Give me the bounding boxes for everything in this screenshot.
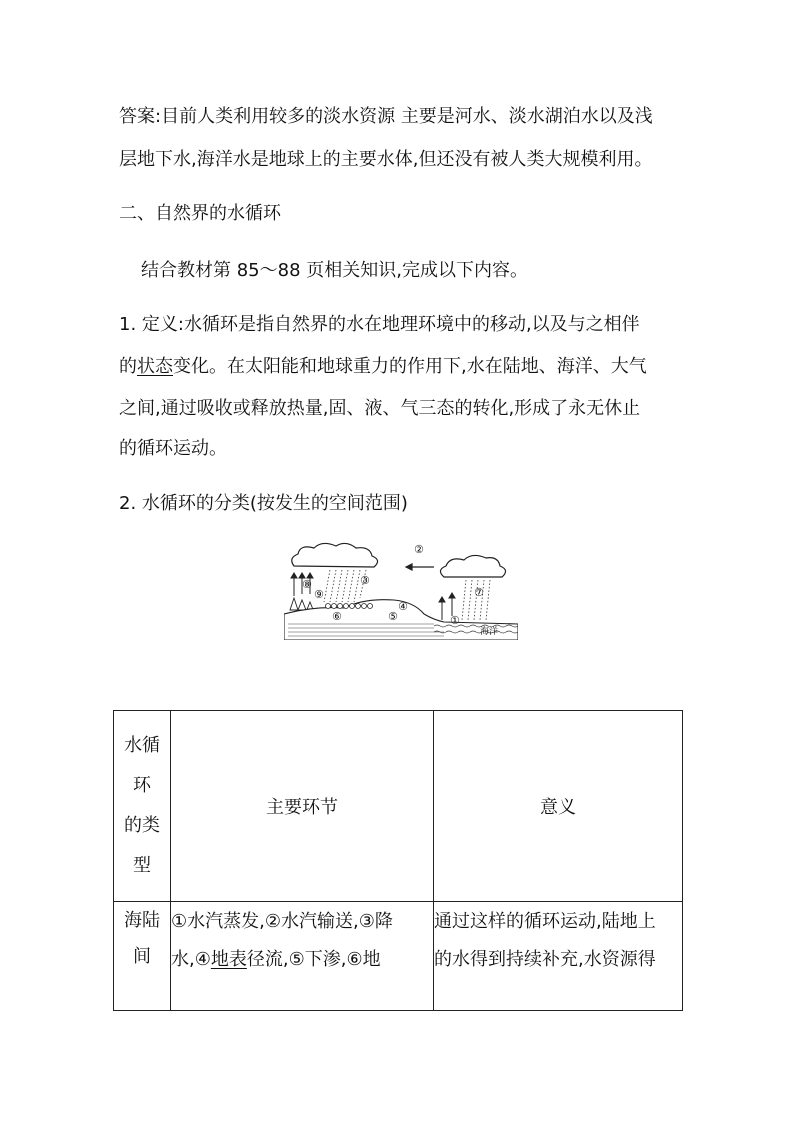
definition-line-3: 之间,通过吸收或释放热量,固、液、气三态的转化,形成了永无休止 <box>119 398 641 419</box>
classification-title: 2. 水循环的分类(按发生的空间范围) <box>119 493 408 514</box>
label-2: ② <box>414 543 424 556</box>
label-9: ⑨ <box>314 588 324 601</box>
row-type-cell: 海陆 间 <box>114 902 171 1011</box>
right-cloud <box>440 555 505 577</box>
row-links-cell: ①水汽蒸发,②水汽输送,③降 水,④地表径流,⑤下渗,⑥地 <box>171 902 434 1011</box>
section-intro: 结合教材第 85～88 页相关知识,完成以下内容。 <box>141 260 528 281</box>
label-3: ③ <box>360 574 370 587</box>
table-header-row <box>114 711 683 902</box>
header-type-cell: 水循 环 的类 型 <box>114 711 171 902</box>
underlined-term: 状态 <box>137 356 173 377</box>
label-4: ④ <box>398 600 408 613</box>
definition-line-2: 的状态变化。在太阳能和地球重力的作用下,水在陆地、海洋、大气 <box>119 356 647 377</box>
label-7: ⑦ <box>474 586 484 599</box>
answer-line-2: 层地下水,海洋水是地球上的主要水体,但还没有被人类大规模利用。 <box>119 149 653 170</box>
label-8: ⑧ <box>302 578 312 591</box>
answer-line-1: 答案:目前人类利用较多的淡水资源 主要是河水、淡水湖泊水以及浅 <box>119 106 653 127</box>
definition-line-1: 1. 定义:水循环是指自然界的水在地理环境中的移动,以及与之相伴 <box>119 314 640 335</box>
definition-line-4: 的循环运动。 <box>119 438 227 459</box>
label-1: ① <box>450 614 460 627</box>
water-cycle-diagram <box>284 540 518 640</box>
table-row <box>114 902 683 1011</box>
row-meaning-cell: 通过这样的循环运动,陆地上 的水得到持续补充,水资源得 <box>434 902 683 1011</box>
transport-arrow <box>406 564 434 570</box>
ocean-label: 海洋 <box>480 627 499 637</box>
label-5: ⑤ <box>388 610 398 623</box>
water-cycle-table <box>113 710 683 1011</box>
header-meaning: 意义 <box>434 711 683 902</box>
label-6: ⑥ <box>332 610 342 623</box>
section-title: 二、自然界的水循环 <box>119 203 281 224</box>
left-cloud <box>292 543 378 567</box>
header-main-links: 主要环节 <box>171 711 434 902</box>
